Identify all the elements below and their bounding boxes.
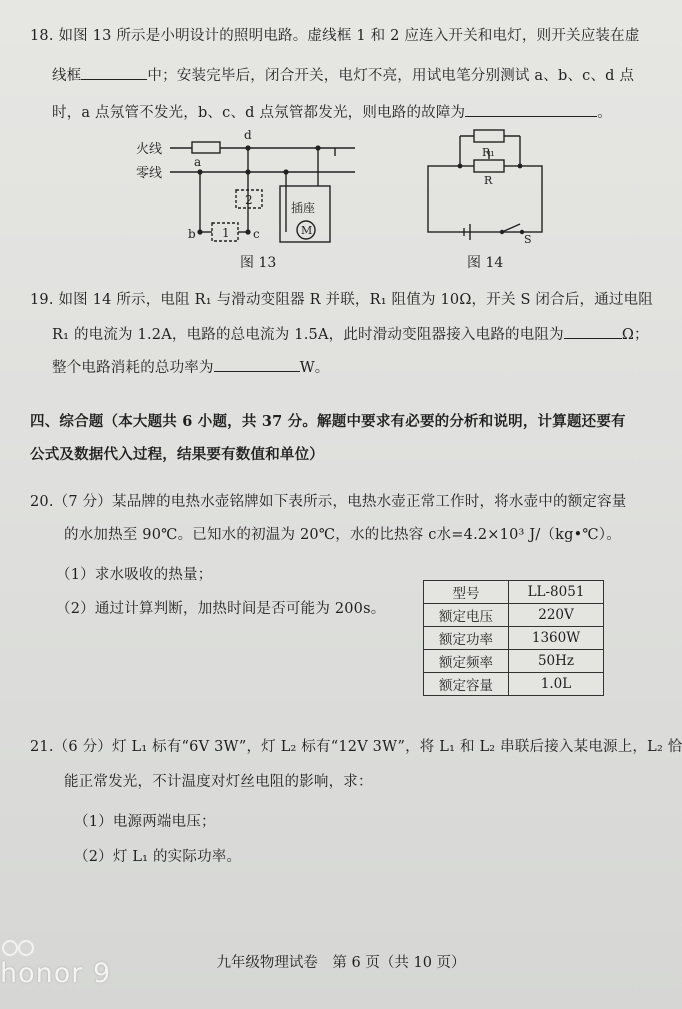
figure-14-circuit [420,126,555,254]
spec-value: 1360W [509,627,604,650]
fig14-r-label: R [484,174,493,187]
spec-row [424,627,604,650]
q19-line2-a: R₁ 的电流为 1.2A，电路的总电流为 1.5A，此时滑动变阻器接入电路的电阻为 [52,327,564,343]
q18-blank-1 [81,79,147,80]
fig13-box1-label: 1 [222,226,230,240]
q19-line2 [52,323,649,344]
q21-part2: （2）灯 L₁ 的实际功率。 [74,849,242,865]
spec-key: 额定电压 [424,604,509,627]
fig13-motor-label: M [301,224,313,237]
q21-line2: 能正常发光，不计温度对灯丝电阻的影响，求： [64,774,373,790]
figure-14-caption: 图 14 [467,255,504,271]
fig13-point-a: a [194,155,202,169]
q18-line2-b: 中；安装完毕后，闭合开关，电灯不亮，用试电笔分别测试 a、b、c、d 点 [147,68,635,84]
q18-line3 [52,101,612,122]
fig13-live-label: 火线 [136,142,163,157]
q19-blank-1 [564,338,622,339]
spec-value: LL-8051 [509,581,604,604]
q19-line1: 19. 如图 14 所示，电阻 R₁ 与滑动变阻器 R 并联，R₁ 阻值为 10Ω，开关 S 闭合后，通过电阻 [30,292,653,308]
spec-key: 额定功率 [424,627,509,650]
q19-line3 [52,356,330,377]
spec-row [424,581,604,604]
fig13-box2-label: 2 [245,193,253,207]
spec-row [424,604,604,627]
q18-line3-end: 。 [597,105,612,121]
q20-line2: 的水加热至 90℃。已知水的初温为 20℃，水的比热容 c水=4.2×10³ J/（kg•℃）。 [64,527,621,543]
q19-line3-a: 整个电路消耗的总功率为 [52,360,214,376]
fig13-point-b: b [188,227,196,241]
q19-line3-b: W。 [299,360,330,376]
q21-part1: （1）电源两端电压； [74,814,216,830]
q20-line1: 20.（7 分）某品牌的电热水壶铭牌如下表所示，电热水壶正常工作时，将水壶中的额定容量 [30,494,627,510]
watermark-rings-icon [0,938,40,958]
spec-value: 50Hz [509,650,604,673]
q20-part2: （2）通过计算判断，加热时间是否可能为 200s。 [56,601,386,617]
fig13-neutral-label: 零线 [136,166,163,181]
figure-13-caption: 图 13 [240,255,277,271]
fig14-r1-label: R₁ [482,146,495,159]
spec-row [424,650,604,673]
fig13-point-c: c [253,227,260,241]
spec-value: 1.0L [509,673,604,696]
spec-key: 型号 [424,581,509,604]
spec-key: 额定容量 [424,673,509,696]
q18-line2-a: 线框 [52,68,82,84]
kettle-spec-table [423,580,604,696]
camera-watermark: honor 9 [0,958,112,989]
section-4-heading-line1: 四、综合题（本大题共 6 小题，共 37 分。解题中要求有必要的分析和说明，计算题还要有 [30,413,626,430]
q18-line2 [52,64,634,85]
section-4-heading-line2: 公式及数据代入过程，结果要有数值和单位） [30,446,324,463]
fig13-point-d: d [244,128,252,142]
q19-line2-b: Ω； [621,327,649,343]
q20-part1: （1）求水吸收的热量； [56,567,213,583]
q18-line3-text: 时，a 点氖管不发光，b、c、d 点氖管都发光，则电路的故障为 [52,105,466,121]
fig14-s-label: S [524,233,532,246]
page-footer: 九年级物理试卷 第 6 页（共 10 页） [216,955,466,971]
q19-blank-2 [214,371,300,372]
spec-key: 额定频率 [424,650,509,673]
fig13-socket-label: 插座 [291,201,316,215]
spec-value: 220V [509,604,604,627]
q18-line1: 18. 如图 13 所示是小明设计的照明电路。虚线框 1 和 2 应连入开关和电灯，则开关应装在虚 [30,28,640,44]
q18-blank-2 [465,116,597,117]
spec-row [424,673,604,696]
q21-line1: 21.（6 分）灯 L₁ 标有“6V 3W”，灯 L₂ 标有“12V 3W”，将 L₁ 和 L₂ 串联后接入某电源上，L₂ 恰 [30,739,682,755]
